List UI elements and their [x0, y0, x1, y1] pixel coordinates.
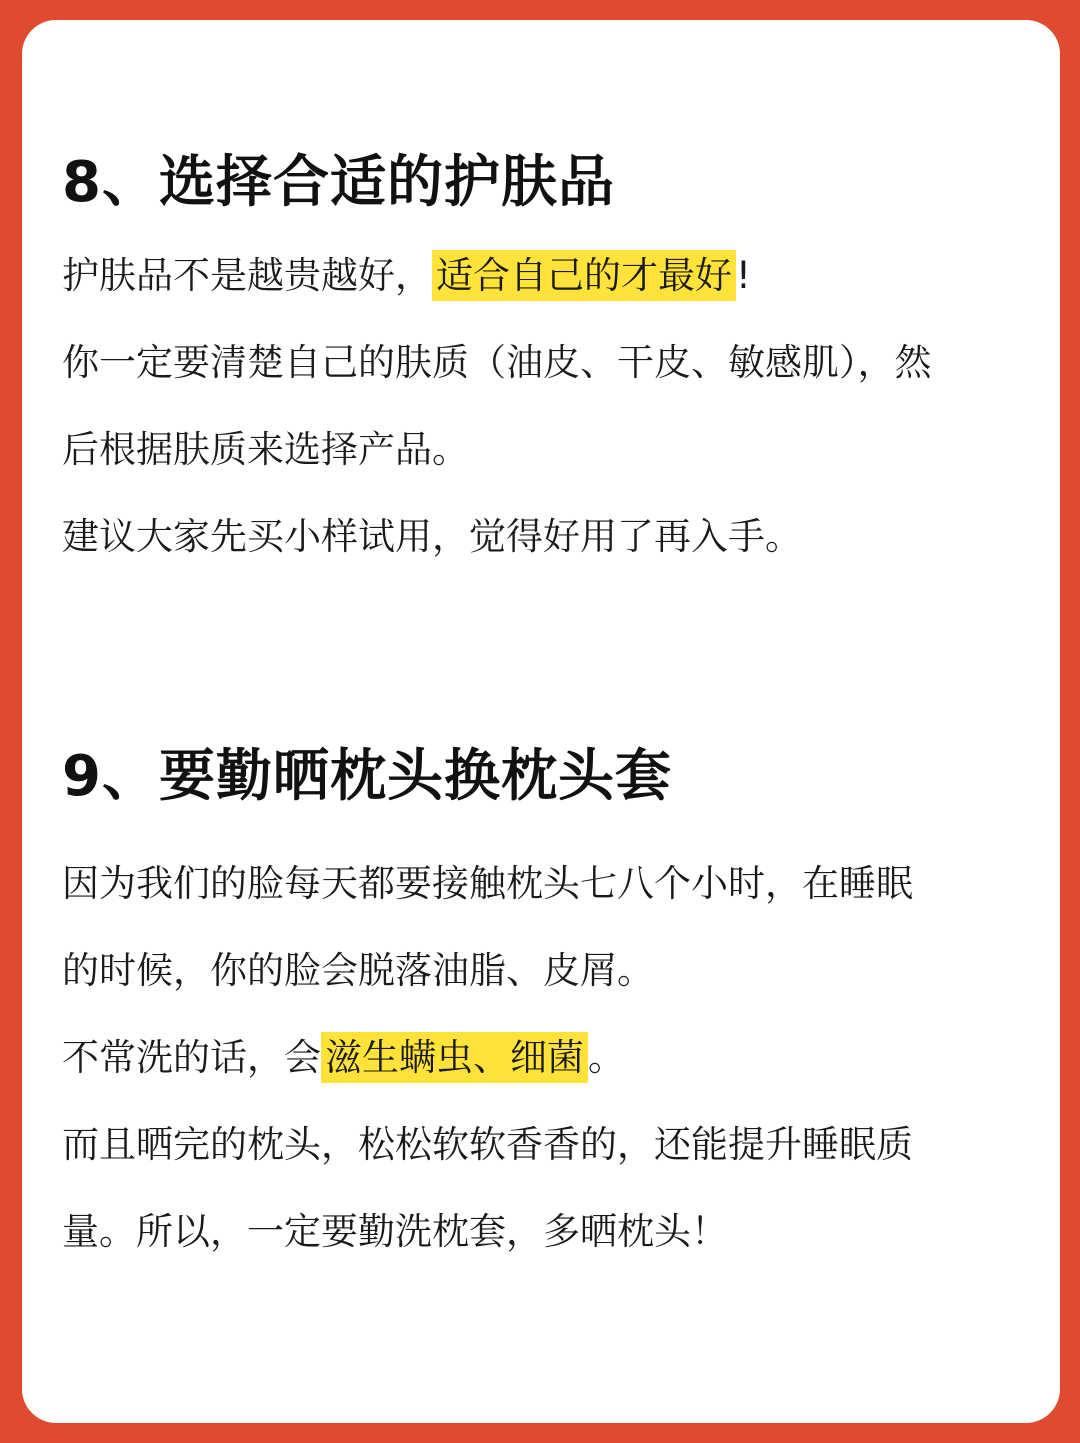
watermark	[984, 1391, 1044, 1413]
section-9-line-2: 的时候，你的脸会脱落油脂、皮屑。	[62, 949, 654, 992]
section-8-highlight: 适合自己的才最好	[432, 250, 736, 301]
section-8-line-2: 你一定要清楚自己的肤质（油皮、干皮、敏感肌），然	[62, 341, 932, 384]
section-8-line-1	[62, 232, 751, 319]
section-8-line-1-end: !	[736, 254, 751, 297]
content-card	[22, 20, 1060, 1423]
section-9-line-1: 因为我们的脸每天都要接触枕头七八个小时，在睡眠	[62, 862, 913, 905]
section-9-highlight: 滋生螨虫、细菌	[321, 1032, 588, 1083]
section-9-line-4: 而且晒完的枕头，松松软软香香的，还能提升睡眠质	[62, 1123, 913, 1166]
section-9-title: 9、要勤晒枕头换枕头套	[62, 744, 672, 809]
section-9-line-3-text: 不常洗的话，会	[62, 1036, 321, 1079]
section-8-line-1-text: 护肤品不是越贵越好，	[62, 254, 432, 297]
section-8-line-4: 建议大家先买小样试用，觉得好用了再入手。	[62, 515, 802, 558]
section-9-line-3-end: 。	[588, 1036, 625, 1079]
section-8-line-3: 后根据肤质来选择产品。	[62, 428, 469, 471]
section-8-title: 8、选择合适的护肤品	[62, 150, 615, 215]
section-9-line-3	[62, 1014, 625, 1101]
section-9-line-5: 量。所以，一定要勤洗枕套，多晒枕头！	[62, 1210, 728, 1253]
